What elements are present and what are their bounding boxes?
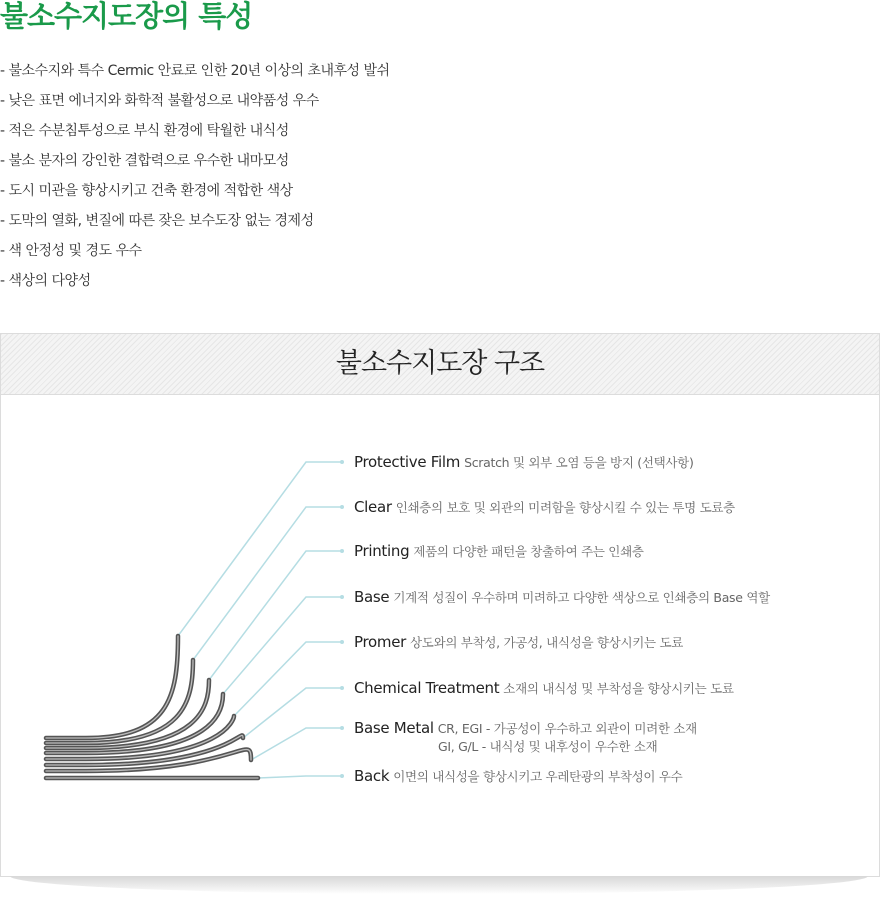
feature-item: - 불소 분자의 강인한 결합력으로 우수한 내마모성 <box>0 153 289 169</box>
layer-desc: Scratch 및 외부 오염 등을 방지 (선택사항) <box>464 455 694 470</box>
layer-name: Base <box>354 588 390 606</box>
leader-line <box>243 688 342 738</box>
feature-item: - 낮은 표면 에너지와 화학적 불활성으로 내약품성 우수 <box>0 93 319 109</box>
layer-desc-secondary: GI, G/L - 내식성 및 내후성이 우수한 소재 <box>438 739 658 754</box>
leader-dot <box>340 505 344 509</box>
leader-dot <box>340 640 344 644</box>
feature-item: - 도시 미관을 향상시키고 건축 환경에 적합한 색상 <box>0 183 293 199</box>
layer-desc: 제품의 다양한 패턴을 창출하여 주는 인쇄층 <box>413 544 644 559</box>
leader-dot <box>340 549 344 553</box>
leader-line <box>234 642 342 716</box>
leader-line <box>223 597 342 694</box>
feature-item: - 불소수지와 특수 Cermic 안료로 인한 20년 이상의 초내후성 발쉬 <box>0 63 390 79</box>
leader-line <box>251 728 342 760</box>
layer-row-clear <box>354 497 735 519</box>
layer-name: Base Metal <box>354 719 434 737</box>
feature-item: - 적은 수분침투성으로 부식 환경에 탁월한 내식성 <box>0 123 289 139</box>
leader-line <box>178 462 342 636</box>
layer-row-printing <box>354 541 644 563</box>
layer-desc: 기계적 성질이 우수하며 미려하고 다양한 색상으로 인쇄층의 Base 역할 <box>393 590 770 605</box>
feature-item: - 색상의 다양성 <box>0 273 91 289</box>
coating-layer-highlight <box>46 660 193 743</box>
structure-title: 불소수지도장 구조 <box>335 348 545 379</box>
leader-line <box>258 776 342 778</box>
leader-line <box>209 551 342 680</box>
coating-layer-highlight <box>46 636 178 738</box>
feature-item: - 색 안정성 및 경도 우수 <box>0 243 142 259</box>
layer-desc: 이면의 내식성을 향상시키고 우레탄광의 부착성이 우수 <box>393 769 683 784</box>
coating-layer <box>46 636 178 738</box>
page-title: 불소수지도장의 특성 <box>0 0 253 33</box>
layer-row-base <box>354 587 770 609</box>
layer-desc: 소재의 내식성 및 부착성을 향상시키는 도료 <box>503 681 734 696</box>
leader-dot <box>340 595 344 599</box>
layer-desc: 인쇄층의 보호 및 외관의 미려함을 향상시킬 수 있는 투명 도료층 <box>395 500 735 515</box>
layer-name: Promer <box>354 633 407 651</box>
layer-name: Protective Film <box>354 453 461 471</box>
layer-desc: CR, EGI - 가공성이 우수하고 외관이 미려한 소재 <box>437 721 697 736</box>
leader-dot <box>340 726 344 730</box>
layer-name: Chemical Treatment <box>354 679 500 697</box>
leader-dot <box>340 460 344 464</box>
layer-row-protective-film <box>354 452 694 474</box>
layer-desc: 상도와의 부착성, 가공성, 내식성을 향상시키는 도료 <box>410 635 684 650</box>
leader-line <box>193 507 342 660</box>
feature-item: - 도막의 열화, 변질에 따른 잦은 보수도장 없는 경제성 <box>0 213 314 229</box>
layer-name: Printing <box>354 542 410 560</box>
coating-layer <box>46 660 193 743</box>
layer-row-chemical-treatment <box>354 678 734 700</box>
layer-row-back <box>354 766 682 788</box>
layer-name: Clear <box>354 498 392 516</box>
leader-dot <box>340 774 344 778</box>
layer-name: Back <box>354 767 390 785</box>
layer-row-promer <box>354 632 683 654</box>
leader-dot <box>340 686 344 690</box>
